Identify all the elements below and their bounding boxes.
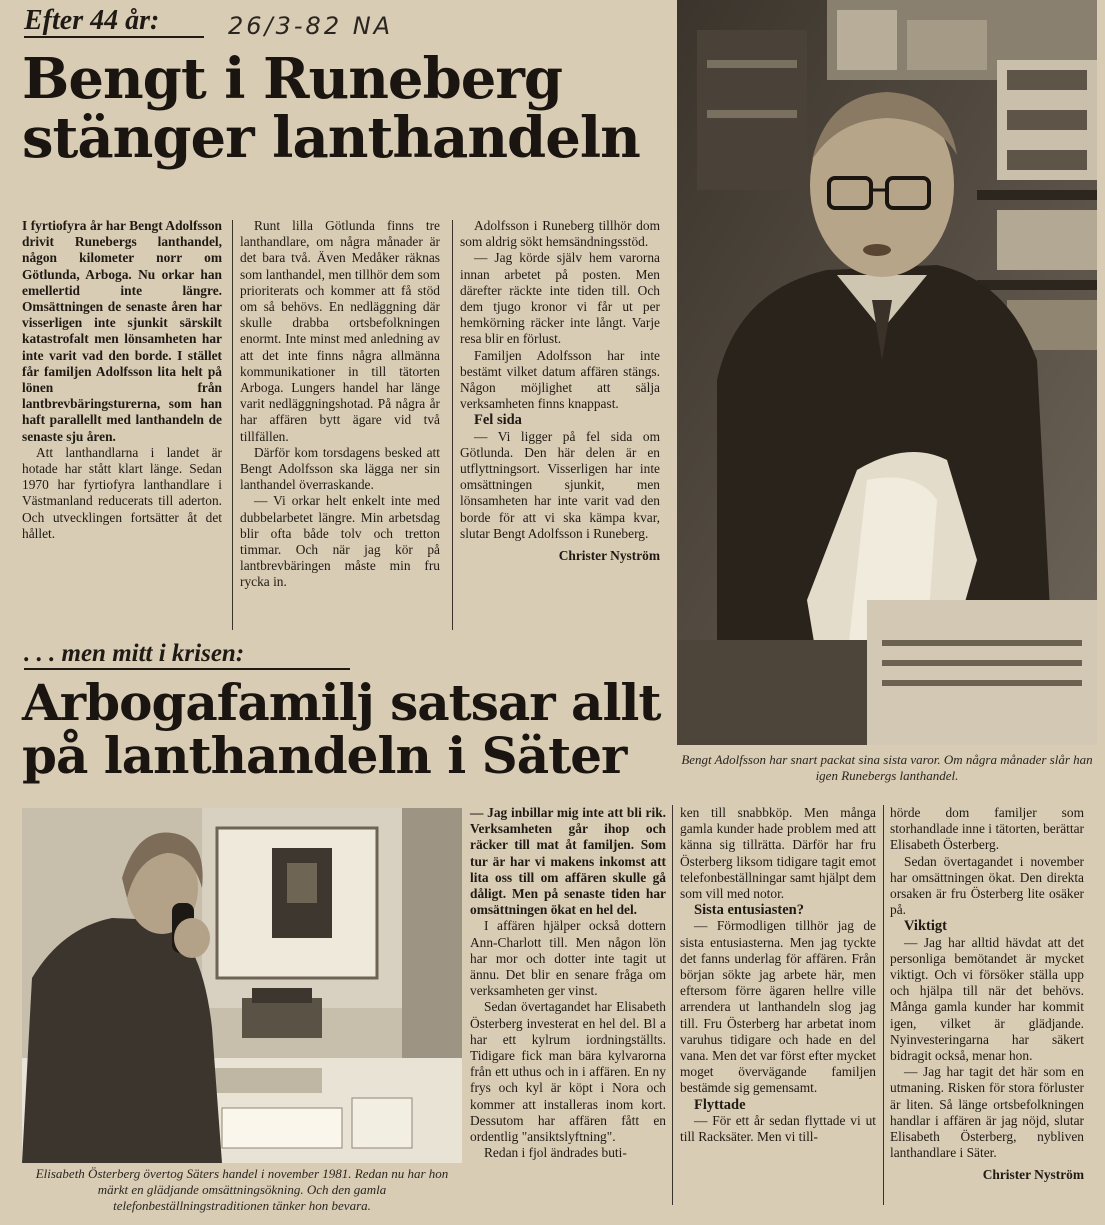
article2-paragraph: — Förmodligen tillhör jag de sista entusiasterna. Men jag tyckte det fanns underlag för affären. Från början sökte jag arbete här, men eftersom förre ägaren hellre ville arrendera ut lanthandeln slog jag till. Fru Österberg har arbetat inom varuhus tidigare och hade en del vana. Men det var först efter mycket moget övervägande familjen bestämde sig gemensamt. [680,918,876,1096]
article1-lead: I fyrtiofyra år har Bengt Adolfsson drivit Runebergs lanthandel, någon kilometer norr om Götlunda, Arboga. Nu orkar han emellertid inte längre. Omsättningen de senaste åren har visserligen inte sjunkit särskilt katastrofalt men lönsamheten har inte varit vad den borde. I stället får familjen Adolfsson lita helt på lönen från lantbrevbäringsturerna, som han haft parallellt med lanthandeln de senaste sju åren. [22,218,222,444]
article2-subheading: Viktigt [904,918,947,935]
article2-paragraph: Sedan övertagandet i november har omsättningen ökat. Den direkta orsaken är fru Österberg lite osäker på. [890,853,1084,918]
article1-paragraph: — Vi ligger på fel sida om Götlunda. Den här delen är en utflyttningsort. Visserligen har inte omsättningen sjunkit, men lönsamheten har inte varit vad den borde för att vi ska kämpa kvar, slutar Bengt Adolfsson i Runeberg. [460,428,660,541]
article2-headline-line1: Arbogafamilj satsar allt [22,673,661,732]
article1-paragraph: — Jag körde själv hem varorna innan arbetet på posten. Men därefter räckte inte tiden till. Och dem tjugo kronor vi får ut per hemkörning räcker inte långt. Varje resa blir en förlust. [460,250,660,347]
article1-headline [22,46,672,172]
article2-paragraph: hörde dom familjer som storhandlade inne i tätorten, berättar Elisabeth Österberg. [890,805,1084,853]
article2-column-3 [890,805,1084,1184]
article1-paragraph: Adolfsson i Runeberg tillhör dom som aldrig sökt hemsändningsstöd. [460,218,660,250]
article2-column-1 [470,805,666,1161]
article2-paragraph: I affären hjälper också dottern Ann-Charlott till. Men någon lön har mor och dotter inte tagit ut ännu. Det blir en senare fråga om verksamheten ger vinst. [470,918,666,999]
shopkeeper-photo [677,0,1097,745]
article2-paragraph: Redan i fjol ändrades buti- [484,1145,627,1161]
article1-paragraph: Att lanthandlarna i landet är hotade har stått klart länge. Sedan 1970 har fyrtiofyra lanthandlare i Västmanland reducerats till aderton. Och utvecklingen fortsätter åt det hållet. [22,444,222,541]
shopkeeper-photo-illustration [677,0,1097,745]
article1-column-2 [240,218,440,591]
article1-subheading: Fel sida [474,412,522,429]
article1-paragraph: — Vi orkar helt enkelt inte med dubbelarbetet längre. Min arbetsdag blir ofta både tolv och tretton timmar. Och när jag kör på lantbrevbäringen måste min fru rycka in. [240,493,440,590]
article2-paragraph: ken till snabbköp. Men många gamla kunder hade problem med att känna sig tillrätta. Därför har fru Österberg liksom tidigare tagit emot telefonbeställningar samt hjälpt dem som vill med notor. [680,805,876,902]
article1-paragraph: Familjen Adolfsson har inte bestämt vilket datum affären stängs. Någon möjlighet att sälja verksamheten finns knappast. [460,347,660,412]
article1-paragraph: Runt lilla Götlunda finns tre lanthandlare, om några månader är det bara två. Även Medåker räknas som lanthandel, men tillhör dem som prioriterats och kommer att få stöd om så behövs. En nedläggning där skulle drabba ortsbefolkningen enormt. Inte minst med anledning av att det inte finns några allmänna kommunikationer in till tätorten Arboga. Lungers handel har länge varit nedläggningshotad. På några år har affären bytt ägare vid två tillfällen. [240,218,440,444]
article1-headline-line2: stänger lanthandeln [22,105,640,172]
article2-headline [22,673,672,785]
store-owner-photo-caption: Elisabeth Österberg övertog Säters handel i november 1981. Redan nu har hon märkt en glädjande omsättningsökning. Och den gamla telefonbeställningstraditionen tänker hon bevara. [35,1166,449,1213]
article2-subheading: Flyttade [694,1096,746,1113]
article1-headline-line1: Bengt i Runeberg [22,46,563,112]
article2-lead: — Jag inbillar mig inte att bli rik. Verksamheten går ihop och räcker till mat åt familjen. Som tur är har vi makens inkomst att lita oss till om affären skulle gå dåligt. Men på senaste tiden har omsättningen ökat en hel del. [470,805,666,918]
article2-byline: Christer Nyström [982,1167,1084,1183]
article2-paragraph: — Jag har alltid hävdat att det personliga bemötandet är mycket viktigt. Och vi försöker ställa upp och hjälpa till när det behövs. Många gamla kunder har kommit igen, vilket är glädjande. Nyinvesteringarna har säkert bidragit också, menar hon. [890,934,1084,1064]
article2-kicker: . . . men mitt i krisen: [24,640,350,670]
article2-column-2 [680,805,876,1145]
article1-column-1 [22,218,222,542]
article2-paragraph: — Jag har tagit det här som en utmaning. Risken för stora förluster är liten. Så länge ortsbefolkningen handlar i affären är jag nöjd, slutar Elisabeth Österberg, nybliven lanthandlare i Säter. [890,1064,1084,1161]
article2-paragraph: — För ett år sedan flyttade vi ut till Racksäter. Men vi till- [680,1112,876,1145]
article2-headline-line2: på lanthandeln i Säter [22,726,627,785]
store-owner-photo [22,808,462,1163]
article1-column-3 [460,218,660,564]
article2-subheading: Sista entusiasten? [694,902,804,919]
article2-paragraph: Sedan övertagandet har Elisabeth Österberg investerat en hel del. Bl a har ett kylrum iordningställts. Tidigare fick man bära kylvarorna från ett uthus och in i affären. En ny frys och kyl är köpt i Nora och kommer att installeras inom kort. Dessutom har affären fått en ordentlig "ansiktslyftning". [470,999,666,1145]
article1-kicker: Efter 44 år: [24,6,204,38]
shopkeeper-photo-caption: Bengt Adolfsson har snart packat sina sista varor. Om några månader slår han igen Runebergs lanthandel. [681,752,1093,783]
article1-byline: Christer Nyström [558,548,660,564]
handwritten-date-note: 26/3-82 NA [228,12,394,40]
store-owner-photo-illustration [22,808,462,1163]
article1-paragraph: Därför kom torsdagens besked att Bengt Adolfsson ska lägga ner sin lanthandel överraskande. [240,444,440,493]
